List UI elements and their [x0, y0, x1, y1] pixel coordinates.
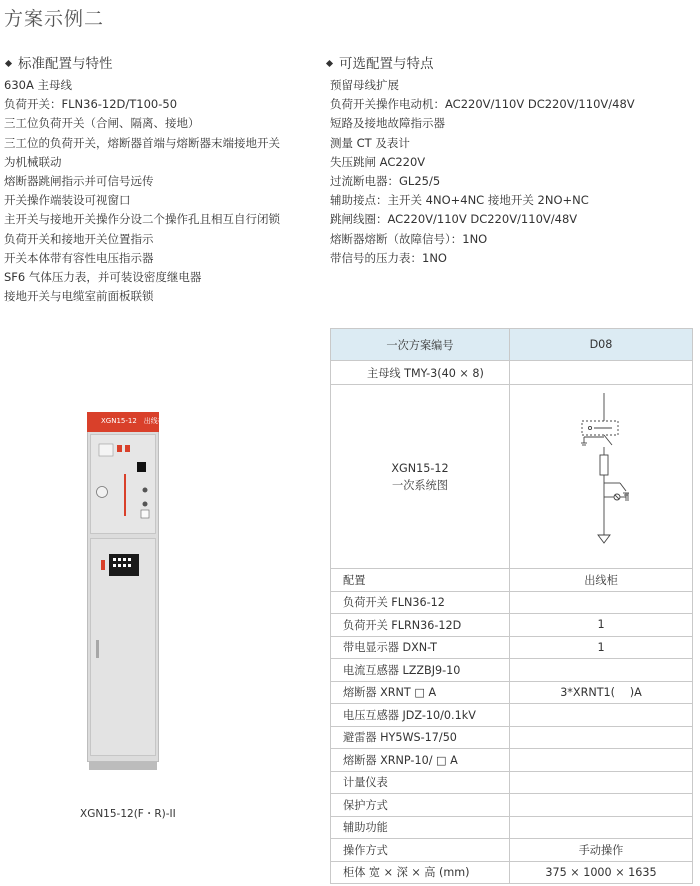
load-switch-blade: [604, 435, 612, 445]
row-label: 带电显示器 DXN-T: [331, 636, 510, 659]
row-value: [510, 749, 693, 772]
diagram-row: [331, 385, 693, 569]
table-row: [331, 636, 693, 659]
table-row: [331, 726, 693, 749]
plate-slot: [113, 564, 116, 567]
list-item: 主开关与接地开关操作分设二个操作孔且相互自行闭锁: [4, 212, 280, 227]
table-header-row: [331, 329, 693, 361]
bullet-icon: [5, 60, 12, 67]
plate-slot: [118, 564, 121, 567]
cabinet-illustration: [87, 412, 165, 770]
row-value: [510, 704, 693, 727]
row-value: [510, 726, 693, 749]
list-item: SF6 气体压力表，并可装设密度继电器: [4, 270, 202, 285]
plate-slot: [128, 564, 131, 567]
row-value: 1: [510, 614, 693, 637]
row-value: 3*XRNT1( )A: [510, 681, 693, 704]
list-item: 带信号的压力表：1NO: [330, 250, 447, 265]
row-label: 电流互感器 LZZBJ9-10: [331, 659, 510, 682]
row-label: 避雷器 HY5WS-17/50: [331, 726, 510, 749]
list-item: 预留母线扩展: [330, 78, 399, 92]
list-item: 630A 主母线: [4, 78, 72, 92]
optional-config-list: [330, 76, 635, 268]
list-item: 负荷开关：FLN36-12D/T100-50: [4, 97, 178, 112]
table-row: [331, 614, 693, 637]
busbar-row: [331, 361, 693, 385]
cabinet-base: [89, 762, 157, 770]
row-value: [510, 591, 693, 614]
diagram-label-line2: 一次系统图: [392, 478, 448, 492]
row-label: 操作方式: [331, 839, 510, 862]
row-value: 出线柜: [510, 569, 693, 592]
row-value: 375 × 1000 × 1635: [510, 861, 693, 884]
row-label: 柜体 宽 × 深 × 高 (mm): [331, 861, 510, 884]
list-item: 过流断电器：GL25/5: [330, 174, 441, 189]
standard-config-heading: 标准配置与特性: [4, 52, 113, 72]
list-item: 熔断器跳闸指示并可信号远传: [4, 174, 154, 189]
table-row: [331, 816, 693, 839]
page-title: 方案示例二: [4, 8, 105, 30]
plate-slot: [123, 564, 126, 567]
busbar-value-cell: [510, 361, 693, 385]
cabinet-lower-details: [87, 412, 159, 770]
cabinet-caption: XGN15-12(F・R)-II: [80, 808, 176, 820]
list-item: 熔断器熔断（故障信号）：1NO: [330, 231, 488, 246]
door-handle-icon[interactable]: [96, 640, 99, 658]
row-value: [510, 794, 693, 817]
table-row: [331, 749, 693, 772]
table-row: [331, 771, 693, 794]
cable-terminal-icon: [598, 535, 610, 543]
list-item: 辅助接点：主开关 4NO+4NC 接地开关 2NO+NC: [330, 193, 589, 208]
list-item: 失压跳闸 AC220V: [330, 154, 426, 169]
list-item: 负荷开关和接地开关位置指示: [4, 231, 154, 246]
row-value: [510, 816, 693, 839]
list-item: 短路及接地故障指示器: [330, 116, 445, 131]
busbar-cell: 主母线 TMY-3(40 × 8): [331, 361, 510, 385]
row-label: 辅助功能: [331, 816, 510, 839]
plate-slot: [113, 558, 116, 561]
header-value-cell: D08: [510, 329, 693, 361]
table-row: [331, 794, 693, 817]
standard-config-list: [4, 76, 280, 306]
node-icon: [588, 426, 591, 429]
voltage-indicator-icon: [615, 495, 619, 499]
optional-config-heading: 可选配置与特点: [325, 52, 434, 72]
table-row: [331, 839, 693, 862]
earth-switch-blade: [620, 483, 626, 491]
scheme-table: [330, 328, 693, 884]
table-row: [331, 861, 693, 884]
list-item: 测量 CT 及表计: [330, 135, 410, 150]
red-tag-icon: [101, 560, 105, 570]
single-line-diagram: [510, 385, 693, 568]
list-item: 三工位的负荷开关，熔断器首端与熔断器末端接地开关: [4, 135, 280, 150]
plate-slot: [128, 558, 131, 561]
bullet-icon: [326, 60, 333, 67]
row-label: 熔断器 XRNT □ A: [331, 681, 510, 704]
table-row: [331, 591, 693, 614]
row-value: 1: [510, 636, 693, 659]
table-row: [331, 569, 693, 592]
row-value: 手动操作: [510, 839, 693, 862]
diagram-label-line1: XGN15-12: [391, 461, 449, 475]
table-row: [331, 681, 693, 704]
row-label: 负荷开关 FLN36-12: [331, 591, 510, 614]
header-label-cell: 一次方案编号: [331, 329, 510, 361]
row-value: [510, 771, 693, 794]
list-item: 开关操作端装设可视窗口: [4, 193, 131, 208]
row-label: 负荷开关 FLRN36-12D: [331, 614, 510, 637]
row-label: 保护方式: [331, 794, 510, 817]
list-item: 负荷开关操作电动机：AC220V/110V DC220V/110V/48V: [330, 97, 635, 112]
plate-slot: [123, 558, 126, 561]
row-label: 电压互感器 JDZ-10/0.1kV: [331, 704, 510, 727]
diagram-cell: [510, 385, 693, 569]
table-row: [331, 704, 693, 727]
cabinet-nameplate: XGN15-12 出线柜: [87, 412, 159, 432]
table-row: [331, 659, 693, 682]
list-item: 为机械联动: [4, 154, 62, 169]
row-label: 配置: [331, 569, 510, 592]
list-item: 跳闸线圈：AC220V/110V DC220V/110V/48V: [330, 212, 578, 227]
row-label: 熔断器 XRNP-10/ □ A: [331, 749, 510, 772]
row-value: [510, 659, 693, 682]
diagram-label-cell: [331, 385, 510, 569]
fuse-icon: [600, 455, 608, 475]
list-item: 三工位负荷开关（合闸、隔离、接地）: [4, 116, 200, 131]
list-item: 接地开关与电缆室前面板联锁: [4, 289, 154, 304]
row-label: 计量仪表: [331, 771, 510, 794]
plate-slot: [118, 558, 121, 561]
list-item: 开关本体带有容性电压指示器: [4, 250, 154, 265]
